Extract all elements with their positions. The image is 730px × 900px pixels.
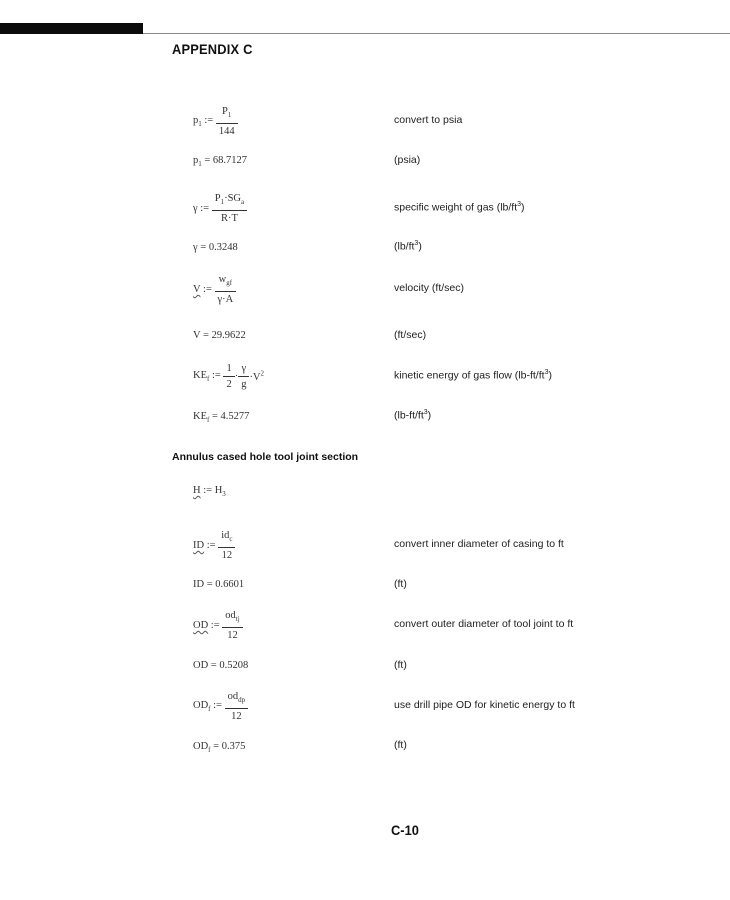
equation-gamma-value: γ = 0.3248: [193, 242, 238, 253]
equation-od-definition: OD := $\frac{od_{tj}}{12}$: [193, 608, 243, 643]
note-convert-outer-diameter: convert outer diameter of tool joint to ft: [394, 618, 574, 630]
note-velocity: velocity (ft/sec): [394, 282, 465, 294]
fraction: $\frac{P_1\cdot SG_a}{R\cdot T}$: [212, 191, 247, 226]
equation-velocity-definition: V := $\frac{w_{gf}}{\gamma\cdot A}$: [193, 272, 236, 307]
equation-gamma-definition: γ := $\frac{P_1\cdot SG_a}{R\cdot T}$: [193, 191, 247, 226]
note-ft-unit: (ft): [394, 578, 407, 590]
fraction: $\frac{id_c}{12}$: [218, 528, 235, 563]
header-bar: [0, 23, 143, 34]
note-ft-unit: (ft): [394, 659, 407, 671]
fraction: $\frac{w_{gf}}{\gamma\cdot A}$: [215, 272, 237, 307]
header-rule: [143, 33, 730, 34]
note-lb-ft-ft3-unit: $(lb-ft/ft^3)$: [394, 409, 432, 422]
equation-p1-value: $p_1 = 68.7127$: [193, 155, 248, 169]
equation-id-value: ID = 0.6601: [193, 579, 245, 590]
note-specific-weight: specific weight of gas $(lb/ft^3)$: [394, 201, 525, 214]
fraction: $\frac{P_1}{144}$: [216, 104, 238, 139]
section-heading: Annulus cased hole tool joint section: [172, 451, 359, 463]
fraction: $\frac{od_{dp}}{12}$: [225, 689, 249, 724]
note-convert-psia: convert to psia: [394, 114, 463, 126]
equation-odf-value: $OD_f = 0.375$: [193, 741, 246, 755]
fraction: $\frac{1}{2}$: [223, 361, 234, 392]
note-ft-unit: (ft): [394, 739, 407, 751]
equation-kinetic-energy-definition: $KE_f$ := $\frac{1}{2}$ · $\frac{\gamma}{g}$ $\cdot V^2$: [193, 363, 265, 390]
note-drill-pipe-od: use drill pipe OD for kinetic energy to ft: [394, 699, 575, 711]
note-kinetic-energy: kinetic energy of gas flow $(lb-ft/ft^3)$: [394, 369, 552, 382]
equation-id-definition: ID := $\frac{id_c}{12}$: [193, 528, 235, 563]
equation-kinetic-energy-value: $KE_f = 4.5277$: [193, 411, 250, 425]
page-header-title: APPENDIX C: [172, 41, 253, 57]
note-lb-ft3-unit: $(lb/ft^3)$: [394, 240, 422, 253]
equation-velocity-value: V = 29.9622: [193, 330, 246, 341]
note-psia-unit: (psia): [394, 154, 421, 166]
page-number: C-10: [391, 822, 419, 838]
note-ft-sec-unit: (ft/sec): [394, 329, 427, 341]
equation-h-definition: H := $H_3$: [193, 485, 226, 499]
fraction: $\frac{\gamma}{g}$: [238, 361, 249, 392]
fraction: $\frac{od_{tj}}{12}$: [222, 608, 242, 643]
note-convert-inner-diameter: convert inner diameter of casing to ft: [394, 538, 564, 550]
equation-p1-definition: $p_1$ := $\frac{P_1}{144}$: [193, 104, 238, 139]
equation-odf-definition: $OD_f$ := $\frac{od_{dp}}{12}$: [193, 689, 248, 724]
equation-od-value: OD = 0.5208: [193, 660, 249, 671]
